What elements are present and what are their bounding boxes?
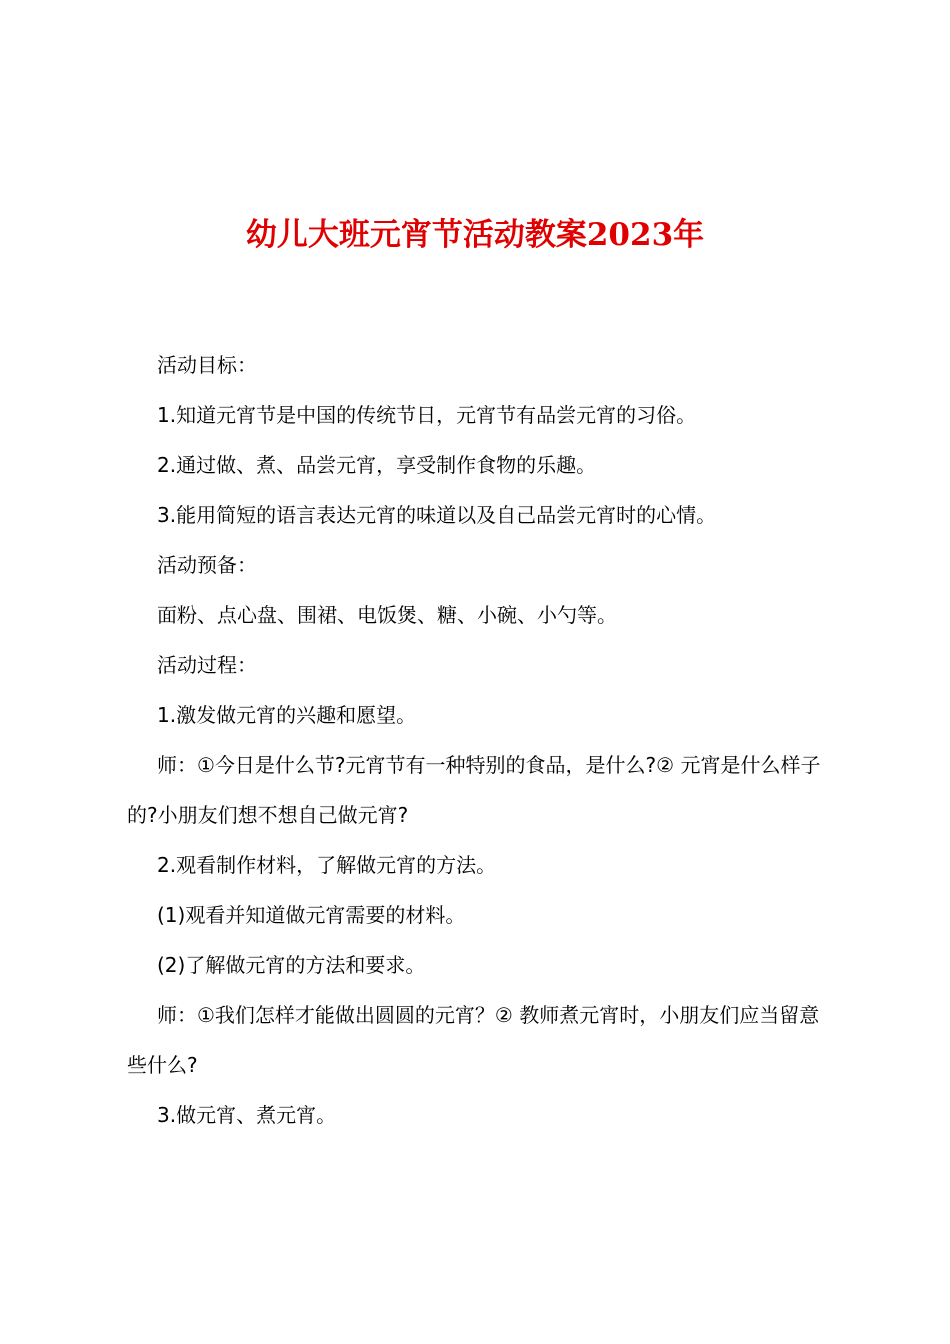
paragraph: (2)了解做元宵的方法和要求。 [157, 953, 426, 977]
paragraph: 1.激发做元宵的兴趣和愿望。 [157, 703, 417, 727]
paragraph: 活动目标： [157, 353, 257, 377]
paragraph: 活动预备： [157, 553, 257, 577]
paragraph: 1.知道元宵节是中国的传统节日，元宵节有品尝元宵的习俗。 [157, 403, 697, 427]
document-body [127, 340, 835, 1140]
paragraph: 师：①我们怎样才能做出圆圆的元宵？② 教师煮元宵时，小朋友们应当留意些什么? [127, 1003, 820, 1077]
paragraph: 活动过程： [157, 653, 257, 677]
paragraph: 3.做元宵、煮元宵。 [157, 1103, 337, 1127]
paragraph: 面粉、点心盘、围裙、电饭煲、糖、小碗、小勺等。 [157, 603, 617, 627]
document-title: 幼儿大班元宵节活动教案2023年 [245, 217, 705, 253]
paragraph: 2.通过做、煮、品尝元宵，享受制作食物的乐趣。 [157, 453, 597, 477]
paragraph: 师：①今日是什么节?元宵节有一种特别的食品，是什么?② 元宵是什么样子的?小朋友们想不想自己做元宵? [127, 753, 821, 827]
paragraph: 2.观看制作材料，了解做元宵的方法。 [157, 853, 497, 877]
paragraph: (1)观看并知道做元宵需要的材料。 [157, 903, 466, 927]
paragraph: 3.能用简短的语言表达元宵的味道以及自己品尝元宵时的心情。 [157, 503, 717, 527]
